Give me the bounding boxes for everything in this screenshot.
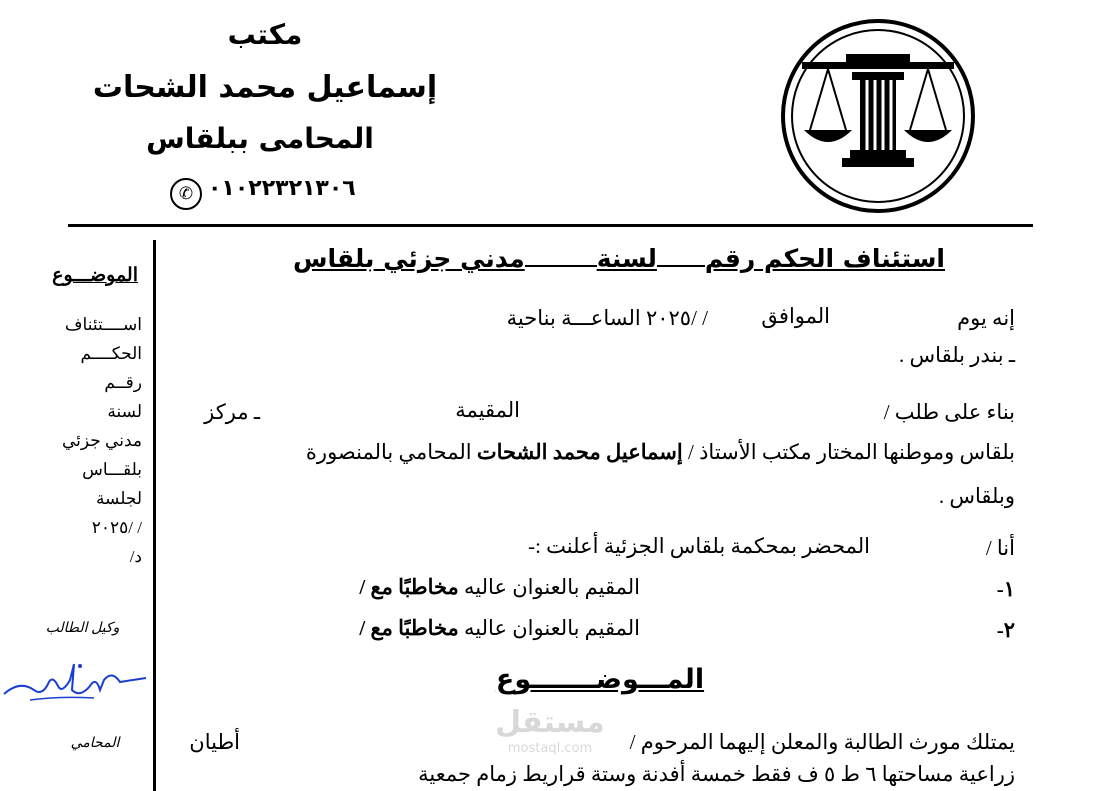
sidebar-line: بلقـــاس — [82, 460, 142, 479]
agent-label: وكيل الطالب — [45, 621, 120, 636]
paragraph-1-b: أطيان — [189, 730, 240, 754]
sidebar-line: لجلسة — [95, 489, 142, 508]
sidebar-line: د/ — [129, 547, 142, 566]
phone-icon: ✆ — [170, 178, 202, 210]
phone-number: ٠١٠٢٢٣٢١٣٠٦ — [208, 176, 356, 201]
announce-line-a: أنا / — [985, 536, 1015, 560]
announce-line-b: المحضر بمحكمة بلقاس الجزئية أعلنت :- — [528, 534, 870, 558]
lawyer-title: المحامى ببلقاس — [146, 122, 374, 155]
header-divider — [68, 224, 1033, 227]
subject-heading: المـــوضـــــــوع — [495, 664, 705, 695]
document-title — [280, 244, 945, 284]
sidebar-divider — [153, 240, 156, 791]
item-text — [300, 575, 640, 600]
phone-row — [170, 176, 370, 212]
sidebar-heading: الموضـــوع — [52, 265, 138, 286]
item-text-bold: مخاطبًا مع / — [359, 575, 459, 599]
item-text-bold: مخاطبًا مع / — [359, 616, 459, 640]
date-line-c: / /٢٠٢٥ الساعـــة بناحية — [506, 306, 708, 330]
signature-image — [0, 650, 150, 710]
watermark-latin: mostaql.com — [507, 741, 593, 756]
item-text — [300, 616, 640, 641]
item-number: ٢- — [996, 618, 1015, 642]
lawyer-name: إسماعيل محمد الشحات — [92, 70, 438, 105]
office-word: مكتب — [227, 18, 303, 51]
domicile-text-pre: بلقاس وموطنها المختار مكتب الأستاذ / — [682, 440, 1015, 464]
date-line-b: الموافق — [761, 304, 830, 328]
sidebar-lines — [20, 310, 142, 571]
paragraph-2: زراعية مساحتها ٦ ط ٥ ف فقط خمسة أفدنة وستة قراريط زمام جمعية — [418, 762, 1015, 786]
sidebar-line: اســــتئناف — [64, 315, 142, 334]
title-part-1: استئناف الحكم رقم — [704, 244, 945, 273]
request-line-b: المقيمة — [455, 398, 520, 422]
domicile-line-1 — [170, 440, 1015, 465]
sidebar-line: رقــم — [104, 373, 142, 392]
item-text-plain: المقيم بالعنوان عاليه — [458, 575, 640, 599]
item-text-plain: المقيم بالعنوان عاليه — [458, 616, 640, 640]
sidebar-line: مدني جزئي — [62, 431, 142, 450]
title-part-2: لسنة — [596, 244, 657, 273]
domicile-lawyer-name: إسماعيل محمد الشحات — [476, 440, 683, 464]
request-line-a: بناء على طلب / — [883, 400, 1015, 424]
sidebar-line: لسنة — [107, 402, 142, 421]
lawyer-sign-label: المحامي — [70, 736, 120, 751]
domicile-text-post: المحامي بالمنصورة — [305, 440, 477, 464]
sidebar-line: / /٢٠٢٥ — [91, 518, 142, 537]
request-line-c: ـ مركز — [204, 400, 260, 424]
domicile-line-2: وبلقاس . — [938, 484, 1015, 508]
item-number: ١- — [996, 577, 1015, 601]
paragraph-1-a: يمتلك مورث الطالبة والمعلن إليهما المرحوم / — [629, 730, 1015, 754]
watermark-arabic: مستقل — [495, 705, 605, 740]
justice-scales-logo — [780, 18, 980, 218]
title-part-3: مدني جزئي بلقاس — [292, 244, 525, 273]
place-line: ـ بندر بلقاس . — [899, 343, 1015, 367]
sidebar-line: الحكــــم — [80, 344, 142, 363]
date-line-a: إنه يوم — [957, 306, 1015, 330]
